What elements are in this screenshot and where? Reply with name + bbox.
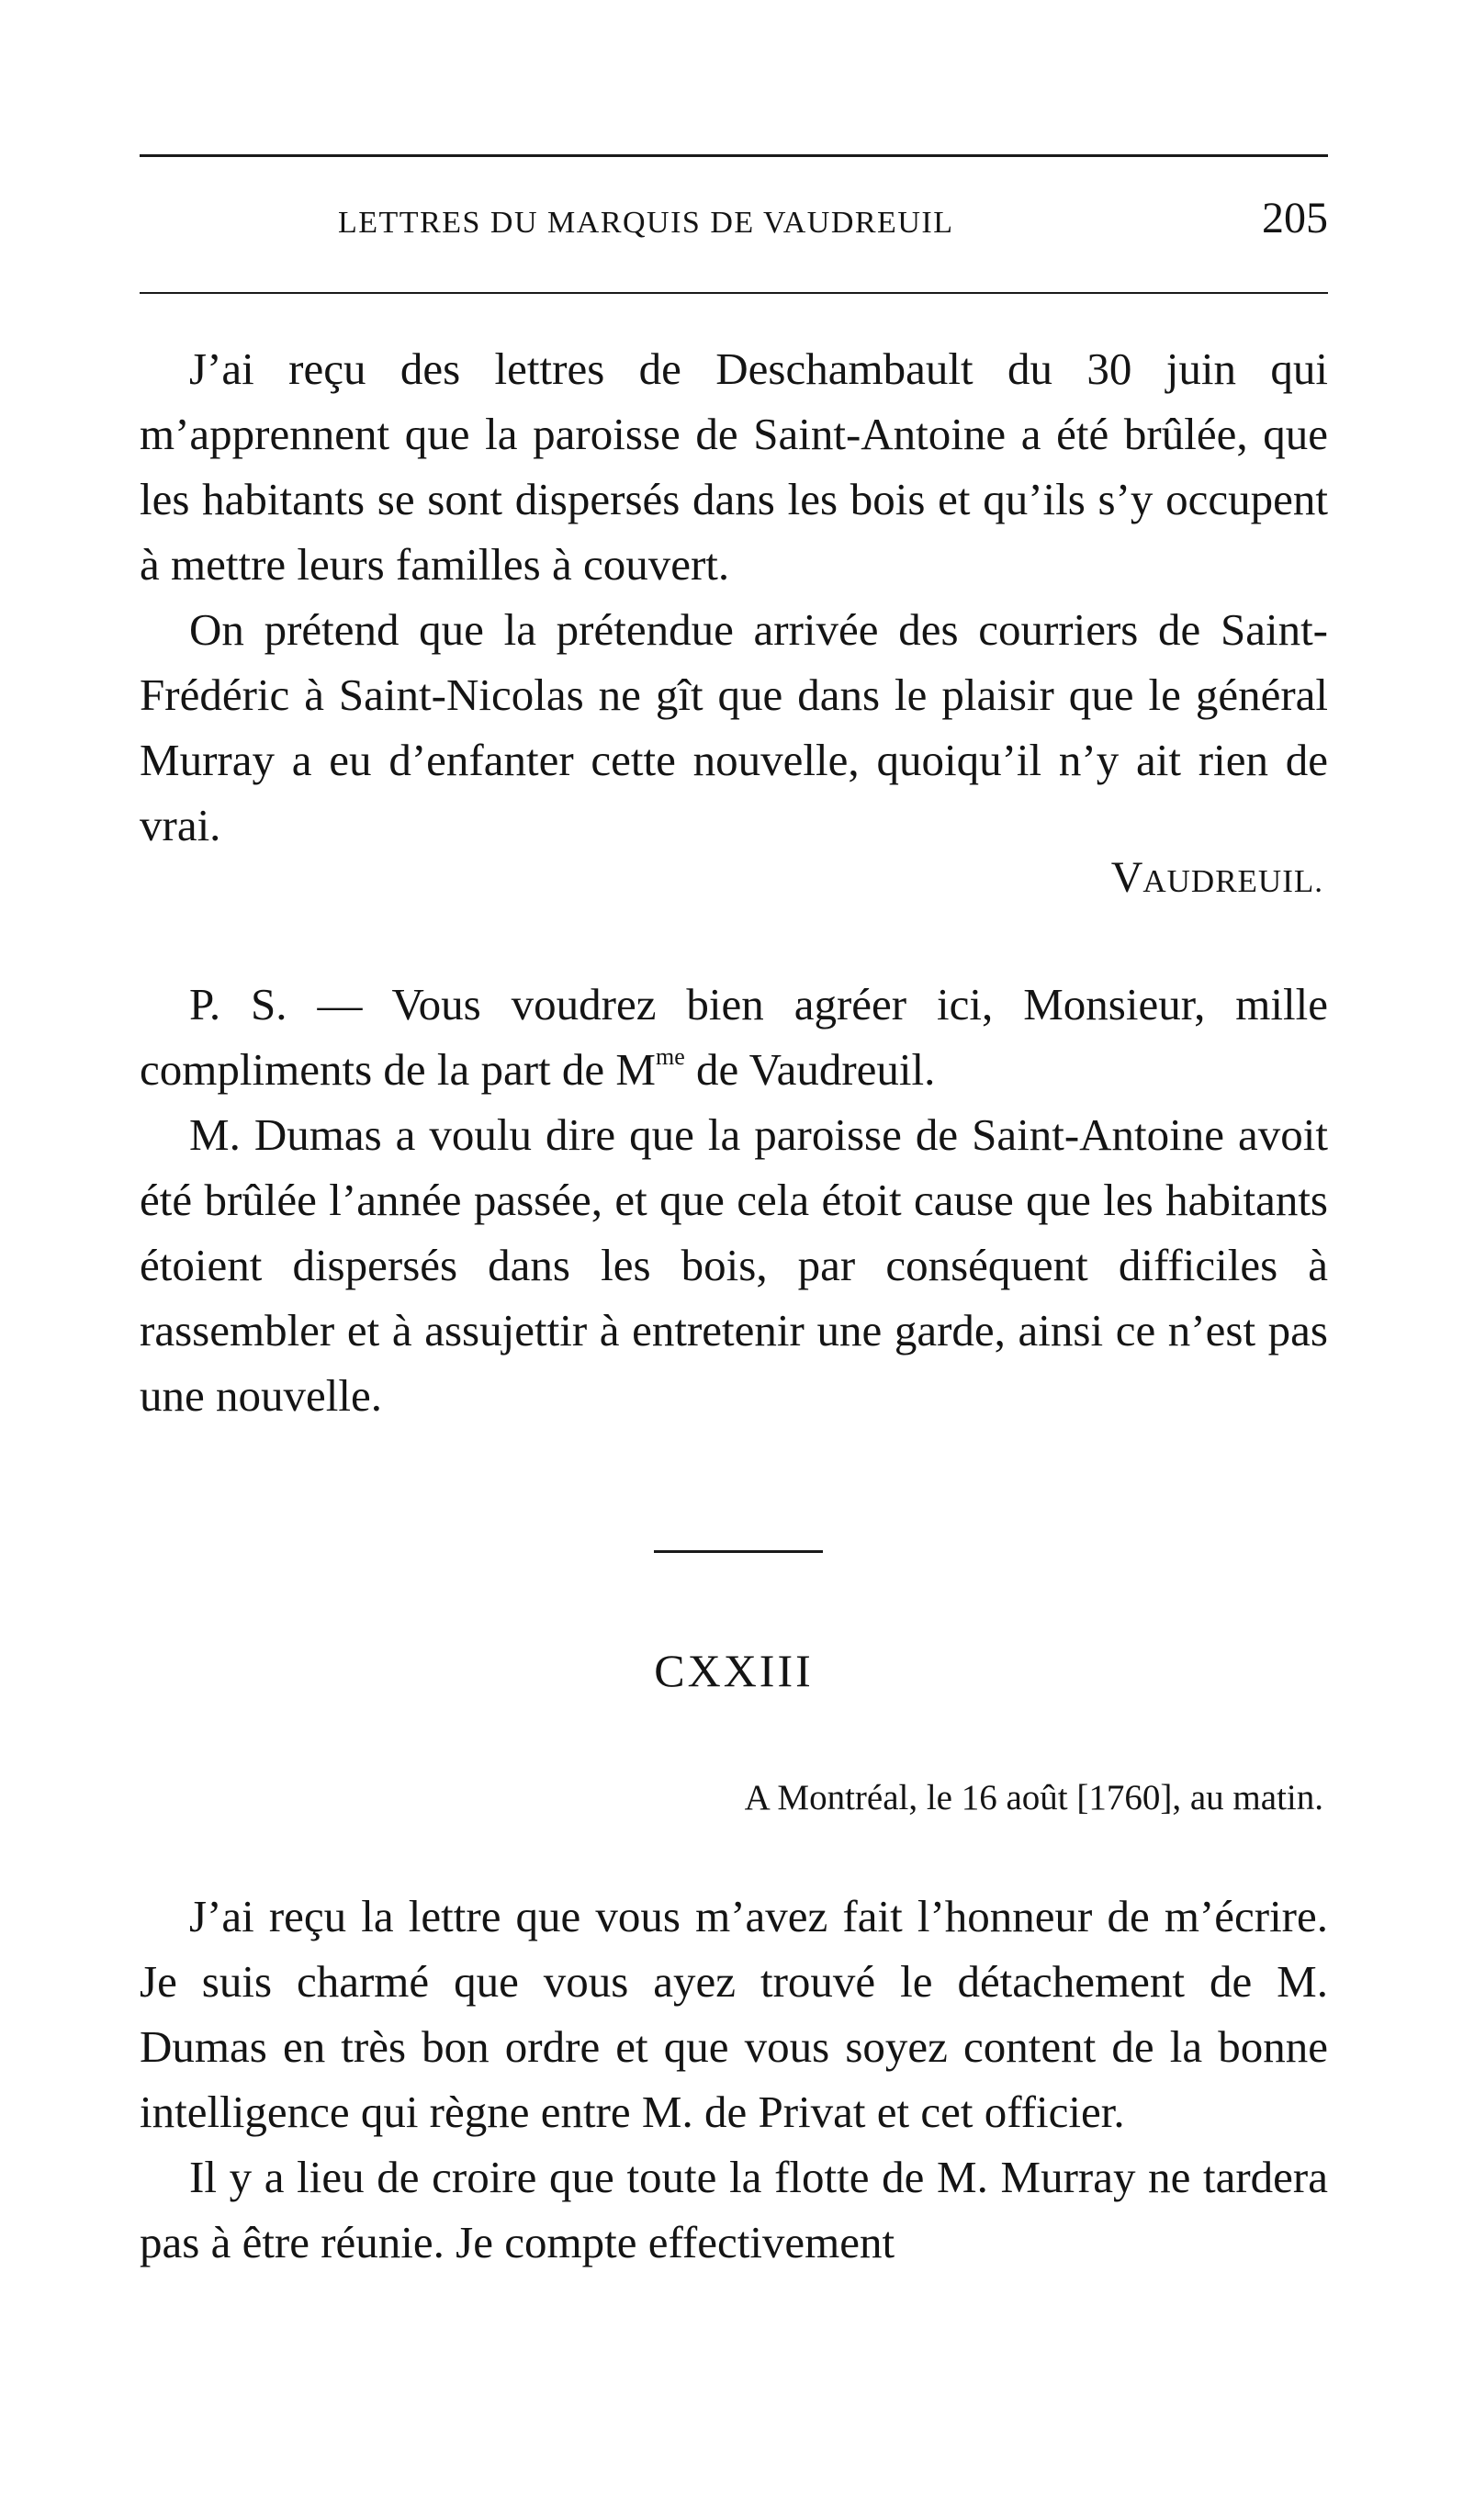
running-title: LETTRES DU MARQUIS DE VAUDREUIL [338, 206, 954, 240]
letter-body-1 [140, 336, 1328, 858]
running-head [140, 193, 1328, 257]
postscript-paragraph [140, 972, 1328, 1102]
header-top-rule [140, 154, 1328, 157]
paragraph: J’ai reçu la lettre que vous m’avez fait l’honneur de m’écrire. Je suis charmé que vous ayez trouvé le détachement de M. Dumas en très bon ordre et que vous soyez content de la bonne intelligence qui règne entre M. de Privat et cet officier. [140, 1891, 1328, 2137]
paragraph: Il y a lieu de croire que toute la flotte de M. Murray ne tardera pas à être réunie. Je compte effectivement [140, 2152, 1328, 2267]
superscript: me [656, 1043, 685, 1070]
section-divider [654, 1550, 823, 1553]
paragraph: M. Dumas a voulu dire que la paroisse de Saint-Antoine avoit été brûlée l’année passée, et que cela étoit cause que les habitants étoient dispersés dans les bois, par conséquent difficiles à rassembler et à assujettir à entretenir une garde, ainsi ce n’est pas une nouvelle. [140, 1109, 1328, 1421]
signature [1111, 852, 1323, 903]
signature-initial: V [1110, 853, 1143, 902]
letter-number-heading: CXXIII [654, 1645, 814, 1696]
paragraph: On prétend que la prétendue arrivée des courriers de Saint-Frédéric à Saint-Nicolas ne gît que dans le plaisir que le général Murray a eu d’enfanter cette nouvelle, quoiqu’il n’y ait rien de vrai. [140, 604, 1328, 850]
postscript-text: P. S. — Vous voudrez bien agréer ici, Monsieur, mille compliments de la part de M [140, 979, 1328, 1095]
postscript [140, 972, 1328, 1428]
letter-body-2 [140, 1884, 1328, 2275]
page-number: 205 [1262, 194, 1328, 242]
dateline: A Montréal, le 16 août [1760], au matin. [744, 1778, 1323, 1817]
header-bottom-rule [140, 292, 1328, 294]
paragraph: J’ai reçu des lettres de Deschambault du 30 juin qui m’apprennent que la paroisse de Saint-Antoine a été brûlée, que les habitants se sont dispersés dans les bois et qu’ils s’y occupent à mettre leurs familles à couvert. [140, 343, 1328, 590]
signature-rest: AUDREUIL. [1142, 863, 1323, 899]
postscript-text-end: de Vaudreuil. [684, 1044, 936, 1095]
